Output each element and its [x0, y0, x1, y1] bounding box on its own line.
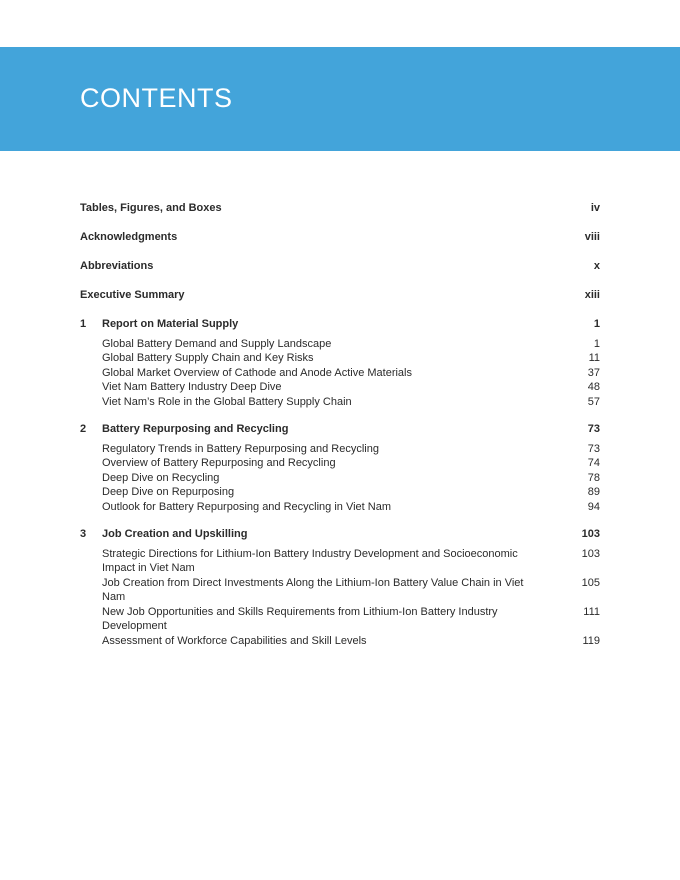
section-page: 103: [581, 548, 600, 561]
section-entry[interactable]: [80, 547, 600, 576]
section-entry[interactable]: [80, 395, 600, 409]
entry-title: Executive Summary: [80, 289, 185, 301]
chapter-heading[interactable]: [80, 526, 600, 543]
section-title: Outlook for Battery Repurposing and Recycling in Viet Nam: [102, 500, 391, 513]
section-page: 57: [587, 395, 600, 408]
section-title: Regulatory Trends in Battery Repurposing and Recycling: [102, 443, 379, 456]
section-entry[interactable]: [80, 337, 600, 351]
section-page: 37: [587, 366, 600, 379]
section-entry[interactable]: [80, 576, 600, 605]
section-entry[interactable]: [80, 471, 600, 485]
entry-page: iv: [590, 202, 600, 214]
section-title: Global Battery Demand and Supply Landscape: [102, 338, 332, 350]
header-banner: [0, 47, 680, 151]
chapter-heading[interactable]: [80, 421, 600, 438]
chapter-number: 3: [80, 528, 87, 541]
section-title: Viet Nam’s Role in the Global Battery Supply Chain: [102, 395, 352, 408]
section-page: 78: [587, 471, 600, 484]
section-title: Assessment of Workforce Capabilities and Skill Levels: [102, 634, 367, 647]
chapter-page: 73: [587, 423, 600, 436]
section-entry[interactable]: [80, 351, 600, 365]
section-page: 11: [588, 352, 600, 365]
entry-page: xiii: [584, 289, 600, 301]
page-title: CONTENTS: [80, 83, 233, 113]
section-entry[interactable]: [80, 380, 600, 394]
section-title: Deep Dive on Recycling: [102, 471, 220, 484]
section-page: 73: [587, 443, 600, 456]
section-page: 74: [587, 457, 600, 470]
entry-title: Acknowledgments: [80, 231, 178, 243]
entry-title: Tables, Figures, and Boxes: [80, 202, 222, 214]
section-entry[interactable]: [80, 442, 600, 456]
section-entry[interactable]: [80, 456, 600, 470]
section-page: 119: [582, 634, 600, 647]
section-page: 48: [587, 381, 600, 394]
chapter-page: 1: [593, 318, 600, 330]
section-entry[interactable]: [80, 605, 600, 634]
section-page: 1: [593, 338, 600, 350]
section-entry[interactable]: [80, 485, 600, 499]
chapter-number: 2: [80, 423, 87, 436]
section-title: Overview of Battery Repurposing and Recycling: [102, 457, 336, 470]
section-entry[interactable]: [80, 366, 600, 380]
section-title: New Job Opportunities and Skills Requirements from Lithium-Ion Battery Industry Development: [102, 605, 498, 633]
section-title: Viet Nam Battery Industry Deep Dive: [102, 381, 282, 394]
chapter-3: [80, 526, 600, 648]
chapter-2: [80, 421, 600, 514]
entry-title: Abbreviations: [80, 260, 154, 272]
section-page: 105: [581, 576, 600, 589]
chapter-number: 1: [80, 318, 87, 330]
chapter-title: Job Creation and Upskilling: [102, 528, 248, 541]
chapter-title: Battery Repurposing and Recycling: [102, 423, 289, 436]
section-title: Job Creation from Direct Investments Along the Lithium-Ion Battery Value Chain in Viet Nam: [102, 576, 524, 604]
section-title: Global Battery Supply Chain and Key Risks: [102, 352, 314, 365]
section-page: 94: [587, 500, 600, 513]
toc-entry-acknowledgments[interactable]: [80, 229, 600, 246]
section-title: Global Market Overview of Cathode and Anode Active Materials: [102, 366, 412, 379]
toc-entry-executive-summary[interactable]: [80, 287, 600, 304]
chapter-1: [80, 316, 600, 409]
section-entry[interactable]: [80, 634, 600, 648]
section-entry[interactable]: [80, 500, 600, 514]
chapter-page: 103: [581, 528, 600, 541]
section-title: Strategic Directions for Lithium-Ion Battery Industry Development and Socioeconomic Impact in Viet Nam: [102, 548, 518, 575]
chapter-heading[interactable]: [80, 316, 600, 333]
section-page: 111: [583, 605, 600, 618]
entry-page: x: [593, 260, 600, 272]
toc-entry-abbreviations[interactable]: [80, 258, 600, 275]
section-page: 89: [587, 486, 600, 499]
table-of-contents: [80, 200, 600, 660]
chapter-title: Report on Material Supply: [102, 318, 239, 330]
entry-page: viii: [584, 231, 600, 243]
toc-entry-tables-figures[interactable]: [80, 200, 600, 217]
section-title: Deep Dive on Repurposing: [102, 486, 235, 499]
